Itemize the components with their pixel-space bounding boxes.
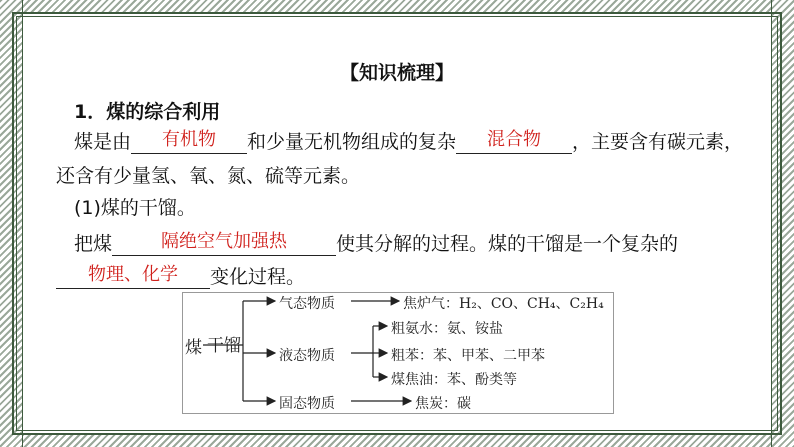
fill-blank-4 — [56, 264, 210, 289]
solid-product-label: 焦炭：碳 — [415, 396, 471, 412]
section-heading: 【知识梳理】 — [339, 62, 454, 84]
bottom-decor-band — [0, 434, 794, 447]
liquid-product-2: 粗苯：苯、甲苯、二甲苯 — [391, 348, 545, 364]
answer-text: 物理、化学 — [88, 264, 178, 285]
fill-blank-3 — [112, 231, 336, 256]
fill-blank-2 — [456, 129, 572, 154]
coal-distillation-diagram — [182, 292, 614, 414]
text-segment: 把煤 — [74, 233, 113, 255]
fill-blank-1 — [131, 129, 247, 154]
text-segment: 煤是由 — [74, 131, 132, 153]
section-title: 1．煤的综合利用 — [74, 101, 221, 123]
gas-product-label: 焦炉气：H₂、CO、CH₄、C₂H₄ — [403, 296, 604, 312]
subsection-title: (1)煤的干馏。 — [74, 197, 196, 219]
paragraph-line-3 — [74, 229, 678, 256]
process-label: 干馏 — [207, 336, 241, 356]
paragraph-line-4 — [56, 262, 305, 289]
liquid-product-1: 粗氨水：氨、铵盐 — [391, 321, 503, 337]
answer-text: 隔绝空气加强热 — [161, 231, 288, 252]
liquid-product-3: 煤焦油：苯、酚类等 — [391, 372, 517, 388]
paragraph-line-1 — [74, 127, 743, 154]
text-segment: 变化过程。 — [210, 266, 306, 288]
answer-text: 有机物 — [162, 129, 217, 150]
liquid-state-label: 液态物质 — [279, 348, 335, 364]
coal-label: 煤 — [185, 338, 202, 358]
text-segment: ，主要含有碳元素， — [572, 131, 744, 153]
paragraph-line-2: 还含有少量氢、氧、氮、硫等元素。 — [56, 165, 361, 187]
solid-state-label: 固态物质 — [279, 396, 335, 412]
answer-text: 混合物 — [487, 129, 542, 150]
gas-state-label: 气态物质 — [279, 296, 335, 312]
text-segment: 使其分解的过程。煤的干馏是一个复杂的 — [336, 233, 679, 255]
text-segment: 和少量无机物组成的复杂 — [247, 131, 457, 153]
